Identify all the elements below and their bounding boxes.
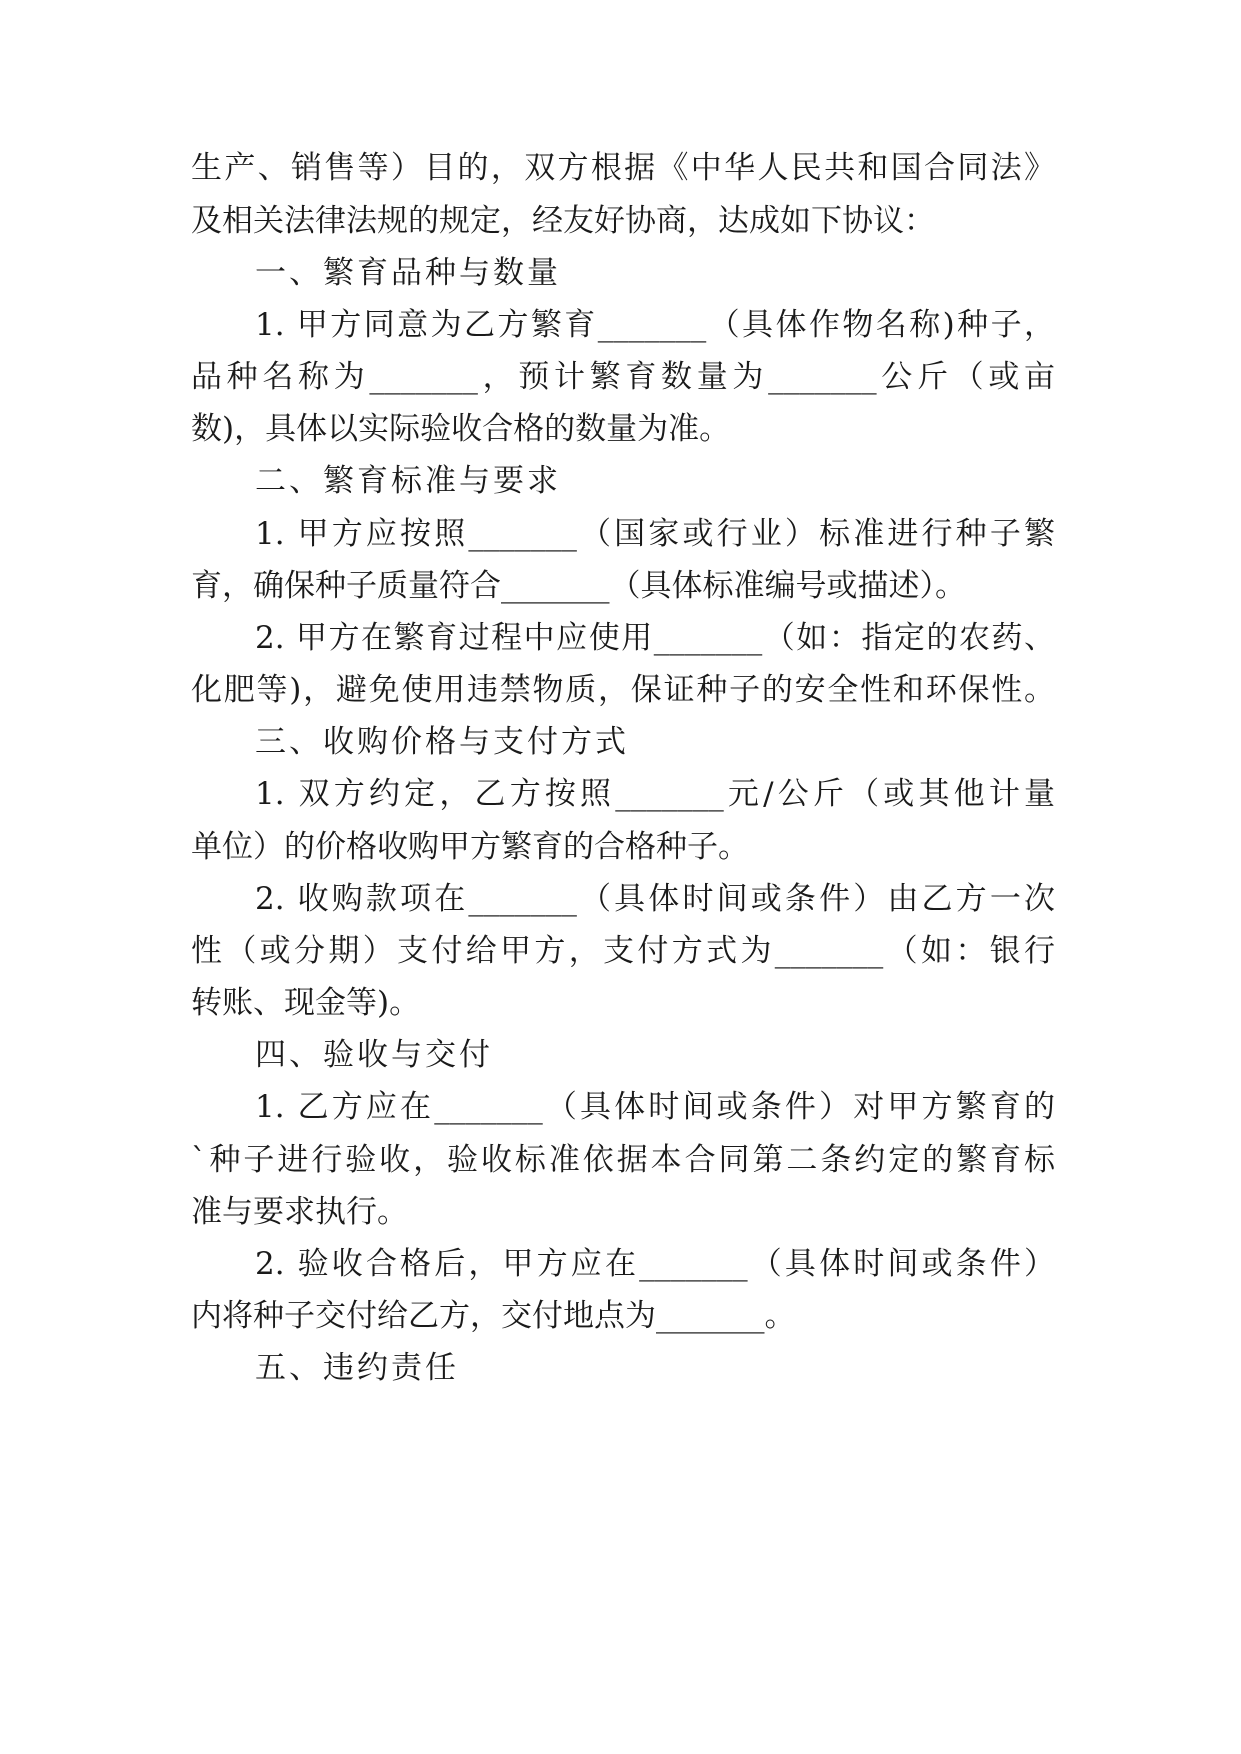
text-line: 品种名称为_______，预计繁育数量为_______公斤（或亩 — [191, 359, 1055, 395]
text-line: 及相关法律法规的规定，经友好协商，达成如下协议： — [191, 203, 935, 239]
text-line: 性（或分期）支付给甲方，支付方式为_______（如：银行 — [191, 933, 1055, 969]
text-line: 1. 乙方应在_______（具体时间或条件）对甲方繁育的 — [255, 1089, 1055, 1125]
section-heading: 二、繁育标准与要求 — [255, 463, 561, 499]
text-line: 2. 收购款项在_______（具体时间或条件）由乙方一次 — [255, 881, 1055, 917]
text-line: 转账、现金等)。 — [191, 985, 421, 1021]
text-line: 准与要求执行。 — [191, 1194, 408, 1230]
text-line: 内将种子交付给乙方，交付地点为_______。 — [191, 1298, 796, 1334]
text-line: 单位）的价格收购甲方繁育的合格种子。 — [191, 829, 749, 865]
text-line: 1. 双方约定，乙方按照_______元/公斤（或其他计量 — [255, 776, 1055, 812]
text-line: 2. 甲方在繁育过程中应使用_______（如：指定的农药、 — [255, 620, 1055, 656]
text-line: 数)，具体以实际验收合格的数量为准。 — [191, 411, 731, 447]
text-line: 1. 甲方应按照_______（国家或行业）标准进行种子繁 — [255, 516, 1055, 552]
section-heading: 三、收购价格与支付方式 — [255, 724, 629, 760]
text-line: 生产、销售等）目的，双方根据《中华人民共和国合同法》 — [191, 150, 1055, 186]
section-heading: 四、验收与交付 — [255, 1037, 493, 1073]
text-line: 1. 甲方同意为乙方繁育_______（具体作物名称)种子， — [255, 307, 1055, 343]
text-line: `种子进行验收，验收标准依据本合同第二条约定的繁育标 — [191, 1142, 1055, 1178]
text-line: 2. 验收合格后，甲方应在_______（具体时间或条件） — [255, 1246, 1055, 1282]
text-line: 化肥等)，避免使用违禁物质，保证种子的安全性和环保性。 — [191, 672, 1055, 708]
text-line: 育，确保种子质量符合_______（具体标准编号或描述）。 — [191, 568, 966, 604]
section-heading: 一、繁育品种与数量 — [255, 255, 561, 291]
section-heading: 五、违约责任 — [255, 1350, 459, 1386]
